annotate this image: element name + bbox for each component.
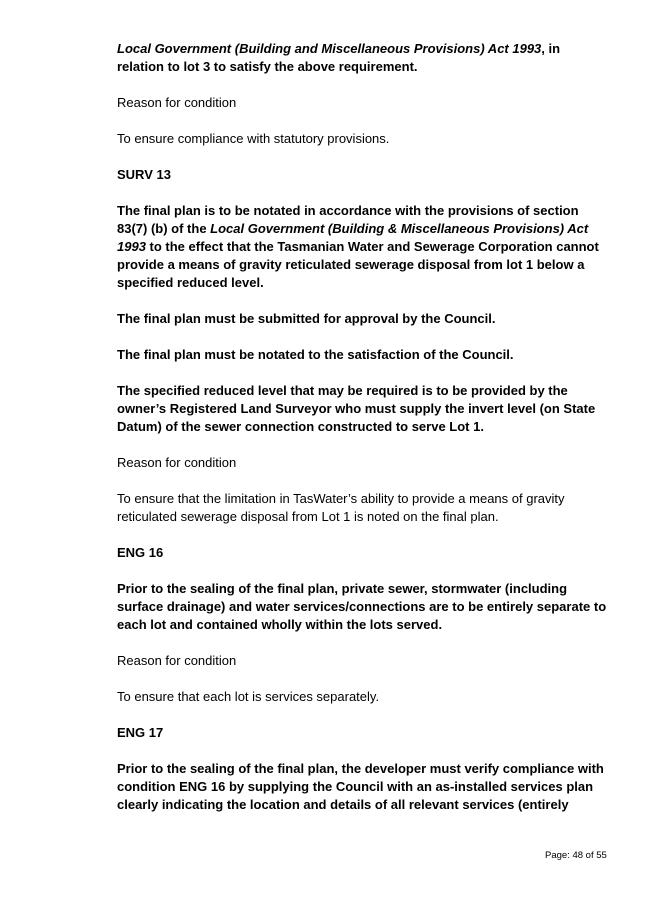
surv13-reason-label: Reason for condition <box>117 455 237 470</box>
surv13-heading: SURV 13 <box>117 167 171 182</box>
act-title: Local Government (Building and Miscellaneous Provisions) Act 1993 <box>117 41 542 56</box>
eng16-reason-text: To ensure that each lot is services separately. <box>117 689 380 704</box>
eng17-paragraph-1: Prior to the sealing of the final plan, the developer must verify compliance with condition ENG 16 by supplying the Council with an as-installed services plan clearly indicating the location and details of all relevant services (entirely <box>117 761 604 812</box>
continuation-text: , in relation to lot 3 to satisfy the above requirement. <box>117 41 561 74</box>
reason-text: To ensure compliance with statutory provisions. <box>117 131 390 146</box>
surv13-paragraph-4: The specified reduced level that may be required is to be provided by the owner’s Registered Land Surveyor who must supply the invert level (on State Datum) of the sewer connection constructed to serve Lot 1. <box>117 383 596 434</box>
eng16-reason-label: Reason for condition <box>117 653 237 668</box>
surv13-reason-text: To ensure that the limitation in TasWater’s ability to provide a means of gravity reticulated sewerage disposal from Lot 1 is noted on the final plan. <box>117 491 565 524</box>
page-content <box>117 40 607 832</box>
surv13-act-title: Local Government (Building & Miscellaneous Provisions) Act 1993 <box>117 221 589 254</box>
condition-continuation <box>117 40 607 76</box>
surv13-paragraph-2: The final plan must be submitted for approval by the Council. <box>117 311 496 326</box>
page-number: Page: 48 of 55 <box>545 850 607 861</box>
eng17-heading: ENG 17 <box>117 725 164 740</box>
surv13-p1-text-a: The final plan is to be notated in accordance with the provisions of section 83(7) (b) of the <box>117 203 579 236</box>
eng16-paragraph-1: Prior to the sealing of the final plan, private sewer, stormwater (including surface drainage) and water services/connections are to be entirely separate to each lot and contained wholly within the lots served. <box>117 581 607 632</box>
reason-label: Reason for condition <box>117 95 237 110</box>
surv13-paragraph-1 <box>117 202 607 292</box>
eng16-heading: ENG 16 <box>117 545 164 560</box>
surv13-paragraph-3: The final plan must be notated to the satisfaction of the Council. <box>117 347 514 362</box>
surv13-p1-text-b: to the effect that the Tasmanian Water and Sewerage Corporation cannot provide a means of gravity reticulated sewerage disposal from lot 1 below a specified reduced level. <box>117 239 599 290</box>
